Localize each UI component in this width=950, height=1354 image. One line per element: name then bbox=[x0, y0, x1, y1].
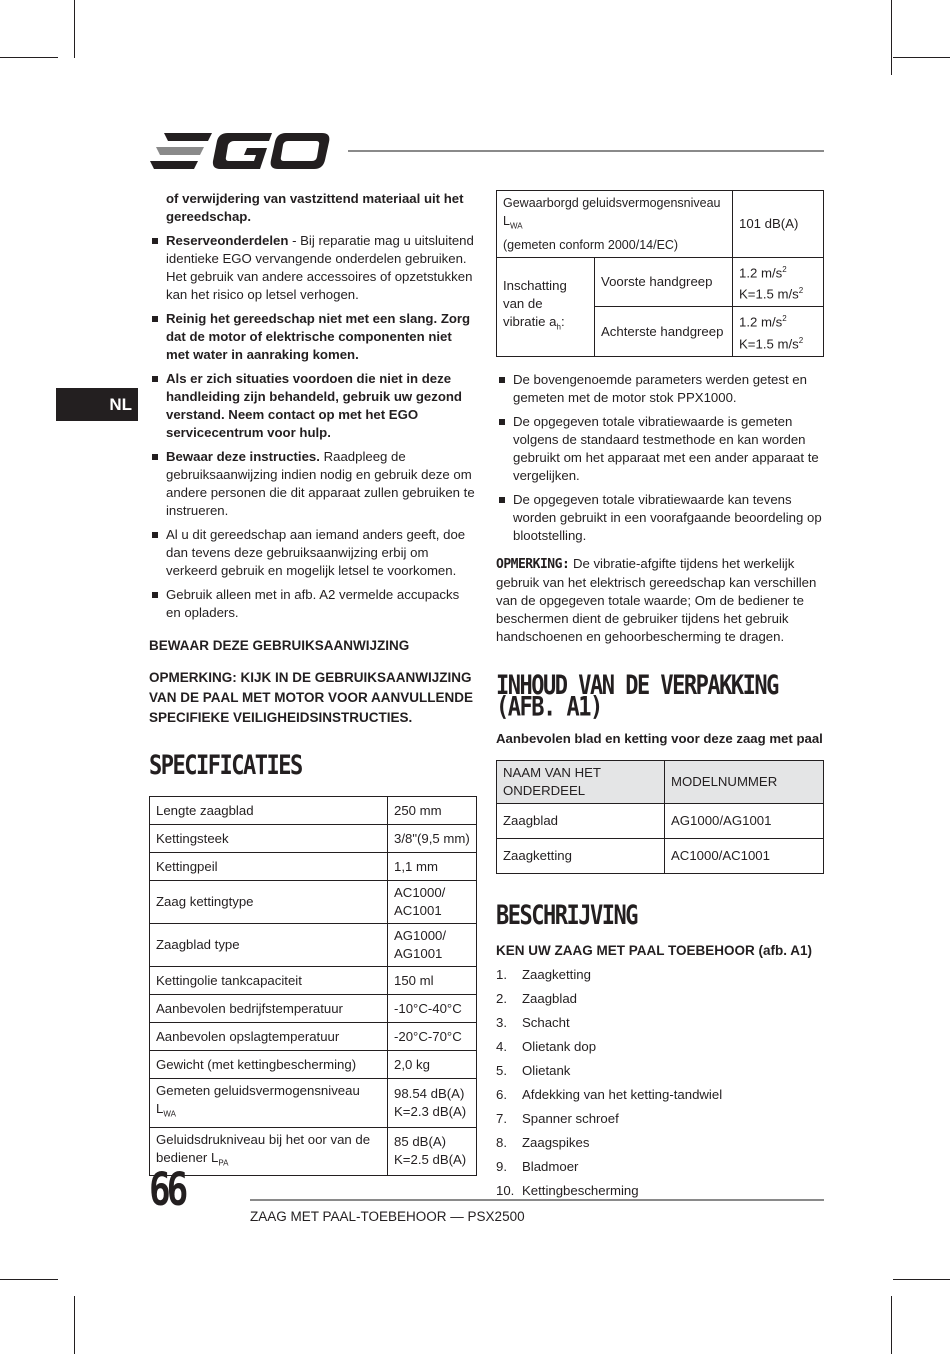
footer-rule bbox=[250, 1199, 824, 1201]
list-item: 2. Zaagblad bbox=[496, 991, 577, 1007]
list-item: Reinig het gereedschap niet met een slang. Zorg dat de motor of elektrische componenten niet met water in aanraking komen. bbox=[149, 310, 477, 364]
table-row: Gemeten geluidsvermogensniveau $L_{WA}$ 98.54 dB(A) K=2.3 dB(A) bbox=[150, 1079, 477, 1128]
list-item: 6. Afdekking van het ketting-tandwiel bbox=[496, 1087, 723, 1103]
right-column bbox=[496, 190, 824, 1206]
spec-title: SPECIFICATIES bbox=[149, 751, 302, 782]
list-item: 3. Schacht bbox=[496, 1015, 570, 1031]
footer-text: ZAAG MET PAAL-TOEBEHOOR — PSX2500 bbox=[250, 1209, 525, 1224]
safety-bullets bbox=[149, 232, 477, 622]
table-row: Aanbevolen bedrijfstemperatuur -10°C-40°C bbox=[150, 995, 477, 1023]
note-heading: OPMERKING: KIJK IN DE GEBRUIKSAANWIJZING VAN DE PAAL MET MOTOR VOOR AANVULLENDE SPECIFIEKE VEILIGHEIDSINSTRUCTIES. bbox=[149, 670, 474, 725]
crop-mark bbox=[891, 1296, 892, 1354]
table-row: Inschatting van de vibratie $a_h$: Voorste handgreep 1.2 $m/s^2$ K=1.5 $m/s^2$ bbox=[497, 257, 824, 307]
table-row: Gewicht (met kettingbescherming) 2,0 kg bbox=[150, 1051, 477, 1079]
list-item: Bewaar deze instructies. Raadpleeg de gebruiksaanwijzing indien nodig en gebruik deze om andere personen die dit apparaat zullen gebruiken te instrueren. bbox=[149, 448, 477, 520]
continued-text: of verwijdering van vastzittend materiaal uit het gereedschap. bbox=[166, 191, 464, 224]
vibration-note: OPMERKING: De vibratie-afgifte tijdens het werkelijk gebruik van het elektrisch gereedschap kan verschillen van de opgegeven totale waarde; Om de bediener te beschermen dient de gebruiker tijdens het gebruik handschoenen en gehoorbescherming te dragen. bbox=[496, 556, 817, 645]
crop-mark bbox=[893, 1279, 950, 1280]
table-row: Zaagketting AC1000/AC1001 bbox=[497, 839, 824, 874]
left-column bbox=[149, 190, 477, 1176]
table-row: Zaagblad type AG1000/ AG1001 bbox=[150, 924, 477, 967]
list-item: De opgegeven totale vibratiewaarde kan tevens worden gebruikt in een voorafgaande beoordeling op blootstelling. bbox=[496, 491, 824, 545]
description-subtitle: KEN UW ZAAG MET PAAL TOEBEHOOR (afb. A1) bbox=[496, 943, 813, 959]
list-item: 5. Olietank bbox=[496, 1063, 571, 1079]
table-row: Kettingolie tankcapaciteit 150 ml bbox=[150, 967, 477, 995]
table-row: Zaag kettingtype AC1000/ AC1001 bbox=[150, 881, 477, 924]
list-item: 4. Olietank dop bbox=[496, 1039, 597, 1055]
table-header: NAAM VAN HET ONDERDEEL MODELNUMMER bbox=[497, 761, 824, 804]
vibration-table bbox=[496, 190, 824, 357]
table-row: Geluidsdrukniveau bij het oor van de bediener $L_{PA}$ 85 dB(A) K=2.5 dB(A) bbox=[150, 1127, 477, 1176]
table-row: Zaagblad AG1000/AG1001 bbox=[497, 804, 824, 839]
crop-mark bbox=[893, 57, 950, 58]
parts-list bbox=[496, 966, 824, 1200]
list-item: 1. Zaagketting bbox=[496, 967, 591, 983]
contents-title: INHOUD VAN DE VERPAKKING (AFB. A1) bbox=[496, 671, 778, 723]
ego-logo bbox=[150, 131, 330, 176]
crop-mark bbox=[74, 0, 75, 58]
table-row: Gewaarborgd geluidsvermogensniveau $L_{WA}$ (gemeten conform 2000/14/EC) 101 dB(A) bbox=[497, 191, 824, 258]
page-number: 66 bbox=[149, 1165, 185, 1217]
table-row: Kettingpeil 1,1 mm bbox=[150, 853, 477, 881]
crop-mark bbox=[74, 1296, 75, 1354]
list-item: De opgegeven totale vibratiewaarde is gemeten volgens de standaard testmethode en kan worden gebruikt om het apparaat met een ander apparaat te vergelijken. bbox=[496, 413, 824, 485]
parts-table bbox=[496, 760, 824, 874]
crop-mark bbox=[891, 0, 892, 75]
list-item: Reserveonderdelen - Bij reparatie mag u uitsluitend identieke EGO vervangende onderdelen gebruiken. Het gebruik van andere accessoires of opzetstukken kan het risico op letsel verhogen. bbox=[149, 232, 477, 304]
table-row: Lengte zaagblad 250 mm bbox=[150, 797, 477, 825]
table-row: Kettingsteek 3/8"(9,5 mm) bbox=[150, 825, 477, 853]
crop-mark bbox=[0, 1279, 58, 1280]
table-row: Aanbevolen opslagtemperatuur -20°C-70°C bbox=[150, 1023, 477, 1051]
table-row: Achterste handgreep 1.2 $m/s^2$ K=1.5 $m/s^2$ bbox=[497, 307, 824, 357]
list-item: Gebruik alleen met in afb. A2 vermelde accupacks en opladers. bbox=[149, 586, 477, 622]
save-heading: BEWAAR DEZE GEBRUIKSAANWIJZING bbox=[149, 638, 410, 653]
language-tab: NL bbox=[56, 388, 138, 421]
list-item: Al u dit gereedschap aan iemand anders geeft, doe dan tevens deze gebruiksaanwijzing erbij om verkeerd gebruik en mogelijk letsel te voorkomen. bbox=[149, 526, 477, 580]
crop-mark bbox=[0, 57, 58, 58]
list-item: 9. Bladmoer bbox=[496, 1159, 579, 1175]
contents-subtitle: Aanbevolen blad en ketting voor deze zaag met paal bbox=[496, 731, 823, 747]
list-item: 10. Kettingbescherming bbox=[496, 1183, 639, 1199]
list-item: 8. Zaagspikes bbox=[496, 1135, 590, 1151]
list-item: Als er zich situaties voordoen die niet in deze handleiding zijn behandeld, gebruik uw gezond verstand. Neem contact op met het EGO servicecentrum voor hulp. bbox=[149, 370, 477, 442]
header-rule bbox=[348, 150, 824, 152]
description-title: BESCHRIJVING bbox=[496, 901, 637, 932]
vibration-bullets bbox=[496, 371, 824, 545]
list-item: De bovengenoemde parameters werden getest en gemeten met de motor stok PPX1000. bbox=[496, 371, 824, 407]
list-item: 7. Spanner schroef bbox=[496, 1111, 619, 1127]
spec-table bbox=[149, 796, 477, 1176]
